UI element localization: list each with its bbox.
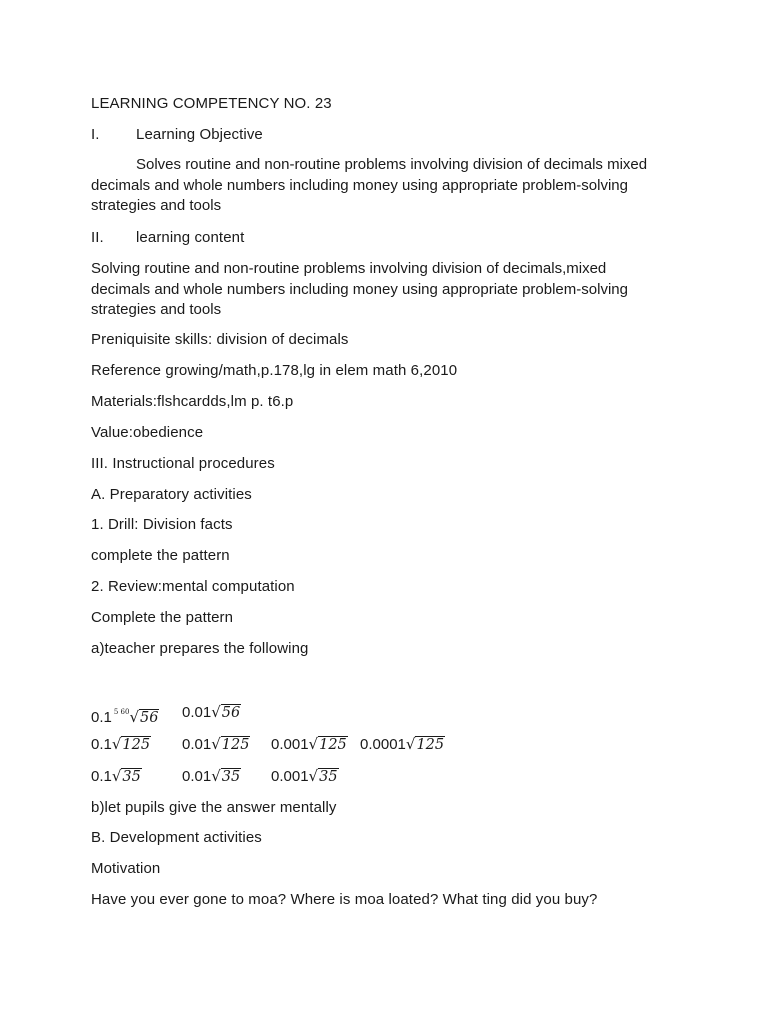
radical-symbol-icon: √ [211, 735, 221, 753]
motivation-question: Have you ever gone to moa? Where is moa loated? What ting did you buy? [91, 891, 598, 908]
divisor: 0.01 [182, 768, 212, 785]
radical-symbol-icon: √ [111, 767, 122, 785]
root-index: 5 60 [113, 708, 130, 716]
dividend: 125 [416, 737, 445, 753]
motivation-line: Motivation [91, 860, 161, 877]
reference-line: Reference growing/math,p.178,lg in elem math 6,2010 [91, 362, 458, 379]
preparatory-heading: A. Preparatory activities [91, 486, 252, 503]
drill-line: 1. Drill: Division facts [91, 516, 233, 533]
review-line: 2. Review:mental computation [91, 578, 295, 595]
content-text: Solving routine and non-routine problems involving division of decimals,mixed decimals and whole numbers including money using appropriate problem-solving strategies and tools [91, 260, 628, 318]
divisor: 0.01 [182, 704, 212, 721]
review-note: Complete the pattern [91, 609, 234, 626]
section-numeral: II. [91, 229, 104, 246]
division-expression [182, 766, 241, 787]
radical-symbol-icon: √ [308, 735, 319, 753]
division-expression [360, 734, 445, 755]
division-expression [182, 702, 241, 723]
section-numeral: I. [91, 126, 100, 143]
math-row-1 [91, 702, 651, 724]
dividend: 125 [221, 737, 250, 753]
prerequisite-skills: Preniquisite skills: division of decimals [91, 331, 349, 348]
dividend: 56 [221, 705, 241, 721]
section-content-heading [91, 228, 244, 248]
radical-symbol-icon: √ [211, 767, 221, 785]
division-expression [91, 702, 159, 728]
division-expression [271, 766, 339, 787]
dividend: 125 [319, 737, 347, 753]
procedures-heading: III. Instructional procedures [91, 455, 275, 472]
divisor: 0.001 [271, 768, 309, 785]
divisor: 0.1 [91, 709, 112, 726]
dividend: 35 [122, 769, 141, 785]
division-expression [91, 766, 142, 787]
section-label: learning content [136, 229, 245, 246]
divisor: 0.0001 [360, 736, 406, 753]
drill-note: complete the pattern [91, 547, 230, 564]
divisor: 0.1 [91, 768, 112, 785]
objective-text: Solves routine and non-routine problems involving division of decimals mixed decimals and whole numbers including money using appropriate problem-solving strategies and tools [91, 156, 648, 214]
radical-symbol-icon: √ [308, 767, 319, 785]
dividend: 56 [140, 710, 159, 726]
radical-symbol-icon: √ [111, 735, 122, 753]
division-expression [182, 734, 250, 755]
divisor: 0.01 [182, 736, 212, 753]
radical-symbol-icon: √ [129, 708, 140, 726]
dividend: 125 [122, 737, 151, 753]
math-row-2 [91, 734, 651, 756]
radical-symbol-icon: √ [211, 703, 221, 721]
dividend: 35 [319, 769, 338, 785]
document-title: LEARNING COMPETENCY NO. 23 [91, 95, 332, 112]
section-objective-heading [91, 125, 263, 145]
section-label: Learning Objective [136, 126, 263, 143]
development-heading: B. Development activities [91, 829, 262, 846]
divisor: 0.001 [271, 736, 309, 753]
step-a-line: a)teacher prepares the following [91, 640, 309, 657]
math-row-3 [91, 766, 651, 788]
dividend: 35 [221, 769, 241, 785]
divisor: 0.1 [91, 736, 112, 753]
value-line: Value:obedience [91, 424, 204, 441]
division-expression [271, 734, 348, 755]
step-b-line: b)let pupils give the answer mentally [91, 799, 337, 816]
radical-symbol-icon: √ [405, 735, 416, 753]
division-expression [91, 734, 151, 755]
materials-line: Materials:flshcardds,lm p. t6.p [91, 393, 294, 410]
